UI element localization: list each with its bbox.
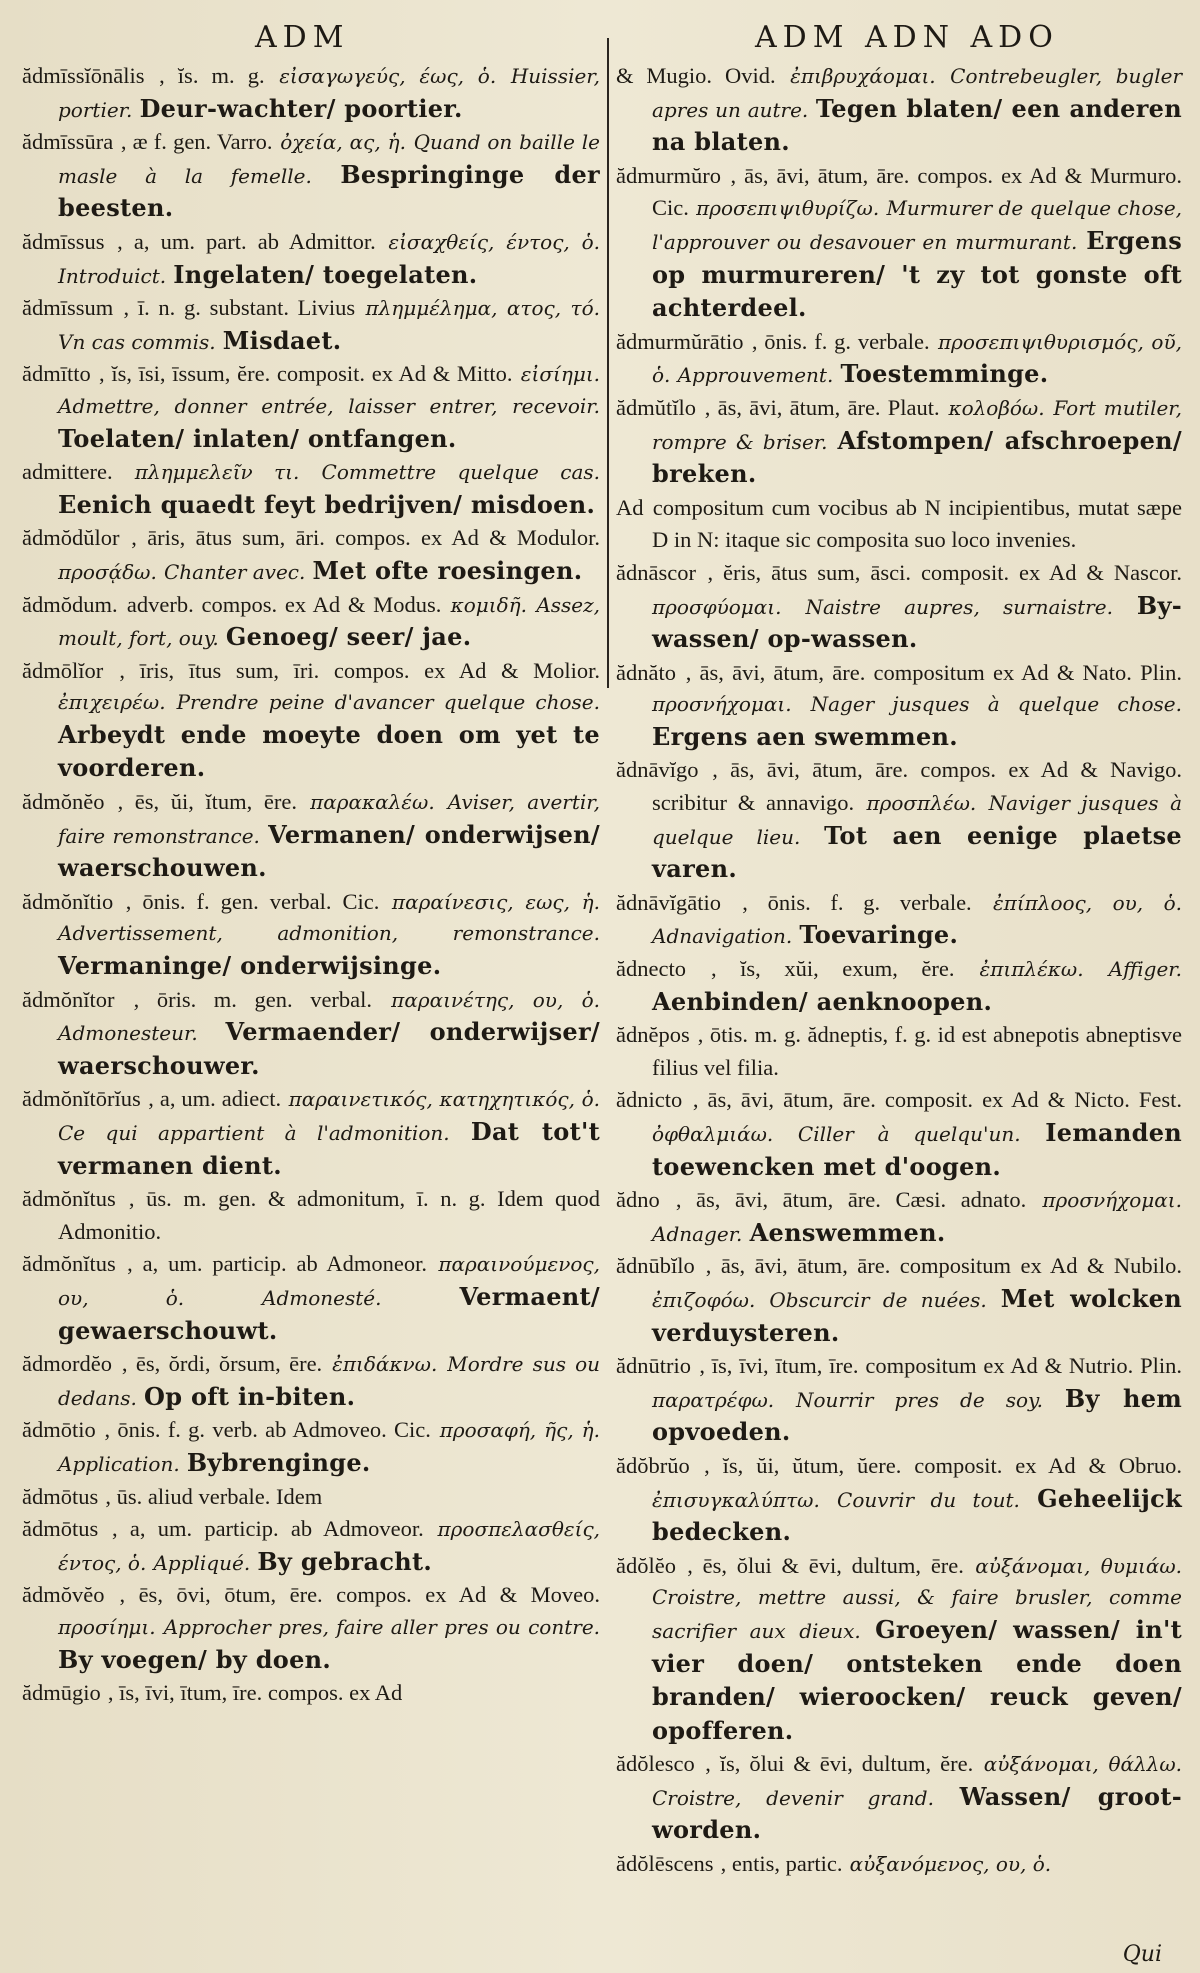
greek-equivalent: ἐπιπλέκω.: [979, 957, 1084, 982]
dictionary-entry: [616, 492, 1182, 557]
headword: ădmŏdum.: [22, 591, 118, 617]
dictionary-entry: [616, 1450, 1182, 1550]
headword: ădmōlĭor: [22, 657, 104, 683]
greek-equivalent: προσᾴδω.: [58, 559, 157, 584]
dutch-gloss: Arbeydt ende moeyte doen om yet te voorderen.: [58, 719, 600, 783]
latin-gloss: , ōnis. f. g. verbale.: [751, 328, 930, 354]
french-gloss: Introduict.: [58, 263, 167, 288]
latin-gloss: , īris, ītus sum, īri. compos. ex Ad & Molior.: [119, 657, 601, 683]
greek-equivalent: αὐξανόμενος, ου, ὁ.: [849, 1852, 1052, 1877]
dictionary-entry: [22, 1579, 600, 1677]
french-gloss: Adnavigation.: [652, 924, 793, 949]
running-head-right: ADM ADN ADO: [755, 20, 1059, 55]
headword: ădmīssum: [22, 295, 114, 321]
dutch-gloss: Misdaet.: [222, 325, 342, 355]
dutch-gloss: By voegen/ by doen.: [58, 1644, 332, 1674]
headword: ădŏbrŭo: [616, 1452, 690, 1478]
greek-equivalent: πλημμελεῖν τι.: [134, 460, 300, 485]
latin-gloss: , ēs, ŏlui & ēvi, dultum, ēre.: [687, 1552, 964, 1578]
latin-gloss: , ĕris, ātus sum, āsci. composit. ex Ad & Nascor.: [707, 559, 1182, 585]
greek-equivalent: προσνήχομαι.: [1042, 1188, 1182, 1213]
dictionary-entry: [22, 655, 600, 786]
dutch-gloss: Genoeg/ seer/ jae.: [225, 622, 472, 652]
dictionary-entry: [616, 1350, 1182, 1450]
latin-gloss: , ās, āvi, ātum, āre. compos. ex Ad & Murmuro. Cic.: [652, 162, 1182, 221]
dictionary-entry: [616, 1550, 1182, 1749]
dutch-gloss: Groeyen/ wassen/ in't vier doen/ ontsteken ende doen branden/ wieroocken/ reuck geven/ opofferen.: [652, 1614, 1183, 1745]
headword: ădmōtio: [22, 1417, 96, 1443]
dutch-gloss: Dat tot't vermanen dient.: [58, 1117, 601, 1180]
headword: ădmŏnĭtus: [22, 1251, 116, 1277]
dictionary-entry: [22, 1183, 600, 1248]
headword: ădmīssūra: [22, 129, 114, 155]
dictionary-entry: [22, 292, 600, 358]
dutch-gloss: Aenswemmen.: [749, 1217, 946, 1247]
dictionary-entry: [22, 589, 600, 655]
latin-gloss: , ēs, ōvi, ōtum, ēre. compos. ex Ad & Moveo.: [119, 1582, 600, 1608]
greek-equivalent: παραινούμενος, ου, ὁ.: [58, 1252, 600, 1310]
greek-equivalent: ἐπιχειρέω.: [58, 690, 166, 715]
greek-equivalent: ἐπίπλοος, ου, ὁ.: [992, 890, 1182, 915]
right-column: [616, 60, 1182, 1881]
dutch-gloss: Met ofte roesingen.: [312, 555, 583, 585]
greek-equivalent: κολοβόω.: [948, 395, 1045, 420]
dutch-gloss: Op oft in-biten.: [144, 1381, 356, 1411]
latin-gloss: , a, um. part. ab Admittor.: [117, 228, 376, 254]
latin-gloss: , a, um. particip. ab Admoveor.: [112, 1516, 424, 1542]
greek-equivalent: ὀφθαλμιάω.: [652, 1122, 774, 1146]
greek-equivalent: παρακαλέω.: [310, 790, 435, 815]
greek-equivalent: προσνήχομαι.: [652, 692, 792, 717]
dictionary-entry: [22, 456, 600, 522]
french-gloss: Obscurcir de nuées.: [769, 1287, 987, 1312]
latin-gloss: , a, um. adiect.: [148, 1086, 282, 1112]
french-gloss: Approcher pres, faire aller pres ou contre.: [163, 1614, 601, 1639]
latin-gloss: , ĭs, ŭi, ŭtum, ŭere. composit. ex Ad & Obruo.: [704, 1452, 1182, 1478]
greek-equivalent: παραινετικός, κατηχητικός, ὁ.: [288, 1087, 601, 1112]
french-gloss: Naviger jusques à quelque lieu.: [652, 791, 1182, 849]
latin-gloss: , ĭs, ŏlui & ēvi, dultum, ĕre.: [705, 1751, 974, 1777]
dictionary-entry: [616, 754, 1182, 886]
dutch-gloss: Bespringinge der beesten.: [58, 159, 600, 223]
headword: ădmŏdŭlor: [22, 525, 120, 551]
dictionary-entry: [616, 953, 1182, 1019]
headword: ădŏlesco: [616, 1751, 695, 1777]
greek-equivalent: ἐπισυγκαλύπτω.: [652, 1487, 820, 1512]
latin-gloss: , ās, āvi, ātum, āre. Cæsi. adnato.: [675, 1187, 1027, 1213]
headword: ădmītto: [22, 361, 91, 387]
latin-gloss: & Mugio. Ovid.: [616, 63, 776, 88]
dictionary-entry: [22, 1481, 600, 1514]
dictionary-entry: [616, 60, 1182, 160]
dictionary-entry: [616, 1250, 1182, 1350]
dictionary-entry: [22, 1348, 600, 1414]
headword: ădnūbĭlo: [616, 1253, 695, 1279]
latin-gloss: , ōtis. m. g. ădneptis, f. g. id est abnepotis abneptisve filius vel filia.: [652, 1022, 1182, 1080]
greek-equivalent: παραινέτης, ου, ὁ.: [391, 987, 601, 1012]
latin-gloss: , ēs, ŏrdi, ŏrsum, ēre.: [121, 1351, 323, 1377]
french-gloss: Quand on baille le masle à la femelle.: [58, 130, 601, 188]
greek-equivalent: πλημμέλημα, ατος, τό.: [365, 296, 601, 321]
headword: ădmŏnĭtor: [22, 986, 115, 1012]
dictionary-entry: [22, 358, 600, 456]
dutch-gloss: Bybrenginge.: [186, 1447, 371, 1477]
latin-gloss: , a, um. particip. ab Admoneor.: [127, 1251, 427, 1277]
latin-gloss: compositum cum vocibus ab N incipientibus, mutat sæpe D in N: itaque sic composita suo loco invenies.: [652, 494, 1182, 553]
greek-equivalent: προσπλέω.: [866, 791, 977, 816]
french-gloss: Admettre, donner entrée, laisser entrer, recevoir.: [58, 393, 600, 418]
dutch-gloss: By-wassen/ op-wassen.: [652, 590, 1182, 654]
latin-gloss: , ās, āvi, ātum, āre. compositum ex Ad & Nato. Plin.: [685, 659, 1182, 685]
dutch-gloss: Toelaten/ inlaten/ ontfangen.: [58, 423, 457, 453]
latin-gloss: , entis, partic.: [720, 1851, 843, 1877]
headword: ădnĕpos: [616, 1022, 690, 1048]
dutch-gloss: Vermaninge/ onderwijsinge.: [58, 951, 442, 981]
french-gloss: Murmurer de quelque chose, l'approuver ou desavouer en murmurant.: [652, 196, 1183, 254]
latin-gloss: , āris, ātus sum, āri. compos. ex Ad & Modulor.: [131, 525, 601, 551]
headword: ădnāvĭgo: [616, 757, 699, 783]
dictionary-entry: [22, 886, 600, 984]
greek-equivalent: ἐπιβρυχάομαι.: [790, 64, 936, 88]
latin-gloss: , ĭs. m. g.: [159, 63, 265, 88]
headword: ădnāvĭgātio: [616, 889, 721, 915]
french-gloss: Vn cas commis.: [58, 329, 216, 354]
left-column: [22, 60, 600, 1710]
headword: ădŏlēscens: [616, 1851, 714, 1877]
latin-gloss: , ĭs, xŭi, exum, ĕre.: [711, 956, 955, 982]
headword: ădmordĕo: [22, 1351, 112, 1377]
headword: ădnicto: [616, 1087, 683, 1113]
latin-gloss: , ās, āvi, ātum, āre. composit. ex Ad & Nicto. Fest.: [692, 1087, 1183, 1113]
dictionary-entry: [22, 786, 600, 886]
dutch-gloss: Vermaender/ onderwijser/ waerschouwer.: [58, 1017, 600, 1080]
french-gloss: Approuvement.: [677, 363, 834, 388]
dictionary-entry: [22, 126, 600, 226]
headword: ădmūgio: [22, 1680, 101, 1706]
french-gloss: Application.: [58, 1451, 180, 1476]
dictionary-entry: [22, 226, 600, 292]
dutch-gloss: Toestemminge.: [840, 359, 1049, 389]
latin-gloss: , ās, āvi, ātum, āre. Plaut.: [704, 394, 940, 420]
greek-equivalent: παραίνεσις, εως, ἡ.: [391, 889, 600, 914]
dutch-gloss: Wassen/ groot-worden.: [652, 1781, 1182, 1845]
greek-equivalent: προσεπιψιθυρίζω.: [696, 196, 880, 221]
greek-equivalent: εἰσίημι.: [520, 362, 601, 387]
french-gloss: Advertissement, admonition, remonstrance.: [58, 921, 600, 946]
column-rule: [607, 38, 609, 688]
dictionary-entry: [22, 1248, 600, 1348]
headword: ădmŏnĭtōrĭus: [22, 1086, 141, 1112]
dutch-gloss: Vermaent/ gewaerschouwt.: [58, 1281, 600, 1345]
dictionary-entry: [616, 1019, 1182, 1084]
latin-gloss: , ēs, ŭi, ĭtum, ēre.: [117, 789, 297, 815]
headword: ădnāscor: [616, 559, 696, 585]
latin-gloss: , ōnis. f. g. verbale.: [742, 889, 972, 915]
dictionary-entry: [616, 1084, 1182, 1184]
latin-gloss: , æ f. gen. Varro.: [120, 129, 273, 155]
french-gloss: Naistre aupres, surnaistre.: [805, 594, 1113, 619]
dictionary-entry: [616, 160, 1182, 326]
latin-gloss: , ās, āvi, ātum, āre. compositum ex Ad & Nubilo.: [705, 1253, 1182, 1279]
greek-equivalent: ἐπιζοφόω.: [652, 1287, 756, 1312]
french-gloss: Croistre, mettre aussi, & faire brusler, comme sacrifier aux dieux.: [652, 1585, 1182, 1643]
greek-equivalent: προσίημι.: [58, 1614, 156, 1639]
french-gloss: Contrebeugler, bugler apres un autre.: [652, 64, 1183, 122]
dictionary-entry: [616, 1184, 1182, 1250]
dutch-gloss: Iemanden toewencken met d'oogen.: [652, 1118, 1183, 1181]
greek-equivalent: εἰσαχθείς, έντος, ὁ.: [388, 229, 600, 254]
headword: ădmŏnĭtio: [22, 888, 114, 914]
dictionary-entry: [22, 60, 600, 126]
headword: ădmŏnĭtus: [22, 1186, 116, 1212]
dutch-gloss: By hem opvoeden.: [652, 1383, 1183, 1447]
french-gloss: Admonesté.: [262, 1285, 382, 1310]
headword: ădmŭtĭlo: [616, 394, 696, 420]
french-gloss: Prendre peine d'avancer quelque chose.: [176, 690, 600, 715]
greek-equivalent: προσπελασθείς, έντος, ὁ.: [58, 1517, 600, 1575]
dutch-gloss: Toevaringe.: [799, 920, 959, 950]
dutch-gloss: Eenich quaedt feyt bedrijven/ misdoen.: [58, 489, 596, 519]
french-gloss: Nourrir pres de soy.: [795, 1387, 1043, 1412]
running-head-left: ADM: [255, 20, 350, 55]
headword: ădmurmŭro: [616, 162, 721, 188]
dutch-gloss: Vermanen/ onderwijsen/ waerschouwen.: [58, 819, 600, 883]
greek-equivalent: αὐξάνομαι, θυμιάω.: [975, 1553, 1183, 1578]
dictionary-entry: [22, 1414, 600, 1480]
dutch-gloss: Ingelaten/ toegelaten.: [173, 259, 478, 289]
french-gloss: Commettre quelque cas.: [321, 460, 601, 485]
headword: ădnūtrio: [616, 1353, 691, 1379]
dictionary-entry: [22, 522, 600, 588]
latin-gloss: , ī. n. g. substant. Livius: [123, 295, 356, 321]
french-gloss: Mordre sus ou dedans.: [58, 1352, 601, 1410]
headword: ădmŏnĕo: [22, 789, 105, 815]
headword: ădŏlĕo: [616, 1552, 676, 1578]
headword: ădno: [616, 1187, 660, 1213]
latin-gloss: , īs, īvi, ītum, īre. compos. ex Ad: [107, 1680, 403, 1706]
latin-gloss: adverb. compos. ex Ad & Modus.: [126, 591, 442, 617]
french-gloss: Couvrir du tout.: [837, 1487, 1020, 1512]
latin-gloss: , īs, īvi, ītum, īre. compositum ex Ad & Nutrio. Plin.: [699, 1353, 1182, 1379]
dictionary-entry: [616, 887, 1182, 953]
dictionary-entry: [616, 392, 1182, 492]
dictionary-entry: [22, 1513, 600, 1579]
headword: ădmīssĭōnālis: [22, 63, 145, 88]
dutch-gloss: Afstompen/ afschroepen/ breken.: [652, 425, 1183, 489]
french-gloss: Croistre, devenir grand.: [652, 1785, 934, 1810]
french-gloss: Nager jusques à quelque chose.: [810, 692, 1183, 717]
french-gloss: Assez, moult, fort, ouy.: [58, 592, 601, 651]
dutch-gloss: Aenbinden/ aenknoopen.: [652, 986, 993, 1016]
headword: ădmŏvĕo: [22, 1582, 105, 1608]
french-gloss: Fort mutiler, rompre & briser.: [652, 395, 1183, 454]
latin-gloss: , ūs. aliud verbale. Idem: [105, 1483, 323, 1509]
headword: ădmīssus: [22, 228, 105, 254]
headword: Ad: [616, 494, 644, 520]
latin-gloss: , ĭs, īsi, īssum, ĕre. composit. ex Ad & Mitto.: [99, 361, 513, 387]
headword: admittere.: [22, 459, 113, 485]
dictionary-entry: [616, 657, 1182, 755]
dictionary-entry: [616, 1748, 1182, 1848]
catchword: Qui: [1122, 1942, 1162, 1967]
french-gloss: Huissier, portier.: [58, 64, 601, 122]
dutch-gloss: Ergens aen swemmen.: [652, 721, 958, 751]
greek-equivalent: προσφύομαι.: [652, 594, 782, 619]
headword: ădmōtus: [22, 1516, 99, 1542]
greek-equivalent: ἐπιδάκνω.: [332, 1352, 438, 1377]
french-gloss: Ce qui appartient à l'admonition.: [58, 1121, 450, 1145]
french-gloss: Ciller à quelqu'un.: [797, 1122, 1021, 1146]
dictionary-entry: [616, 326, 1182, 392]
latin-gloss: , ōnis. f. g. verb. ab Admoveo. Cic.: [104, 1417, 431, 1443]
greek-equivalent: παρατρέφω.: [652, 1387, 775, 1412]
french-gloss: Chanter avec.: [163, 559, 306, 584]
dictionary-entry: [616, 1848, 1182, 1881]
headword: ădnecto: [616, 956, 686, 982]
dutch-gloss: Tegen blaten/ een anderen na blaten.: [652, 93, 1182, 157]
dutch-gloss: Deur-wachter/ poortier.: [139, 93, 463, 123]
greek-equivalent: προσαφή, ῆς, ἡ.: [439, 1418, 601, 1443]
greek-equivalent: προσεπιψιθυρισμός, οῦ, ὁ.: [652, 329, 1182, 388]
french-gloss: Admonesteur.: [58, 1021, 198, 1046]
dutch-gloss: Geheelijck bedecken.: [652, 1483, 1183, 1547]
french-gloss: Adnager.: [652, 1221, 743, 1246]
headword: ădmōtus: [22, 1483, 99, 1509]
latin-gloss: , ōris. m. gen. verbal.: [133, 986, 373, 1012]
french-gloss: Appliqué.: [153, 1550, 251, 1575]
greek-equivalent: αὐξάνομαι, θάλλω.: [983, 1752, 1183, 1777]
latin-gloss: , ūs. m. gen. & admonitum, ī. n. g. Idem quod Admonitio.: [58, 1186, 601, 1244]
greek-equivalent: κομιδῆ.: [450, 592, 528, 617]
dutch-gloss: Ergens op murmureren/ 't zy tot gonste oft achterdeel.: [652, 225, 1183, 323]
dictionary-entry: [616, 557, 1182, 657]
dutch-gloss: Tot aen eenige plaetse varen.: [652, 820, 1182, 884]
french-gloss: Affiger.: [1108, 957, 1183, 982]
latin-gloss: , ās, āvi, ātum, āre. compos. ex Ad & Navigo. scribitur & annavigo.: [652, 757, 1182, 816]
french-gloss: Aviser, avertir, faire remonstrance.: [58, 790, 601, 848]
dictionary-entry: [22, 1677, 600, 1710]
dutch-gloss: By gebracht.: [257, 1546, 433, 1576]
greek-equivalent: ὀχεία, ας, ἡ.: [280, 130, 406, 155]
dictionary-entry: [22, 1083, 600, 1183]
dutch-gloss: Met wolcken verduysteren.: [652, 1283, 1182, 1347]
headword: ădmurmŭrātio: [616, 328, 744, 354]
dictionary-entry: [22, 984, 600, 1084]
latin-gloss: , ōnis. f. gen. verbal. Cic.: [125, 888, 380, 914]
greek-equivalent: εἰσαγωγεύς, έως, ὁ.: [279, 64, 497, 88]
headword: ădnăto: [616, 659, 676, 685]
